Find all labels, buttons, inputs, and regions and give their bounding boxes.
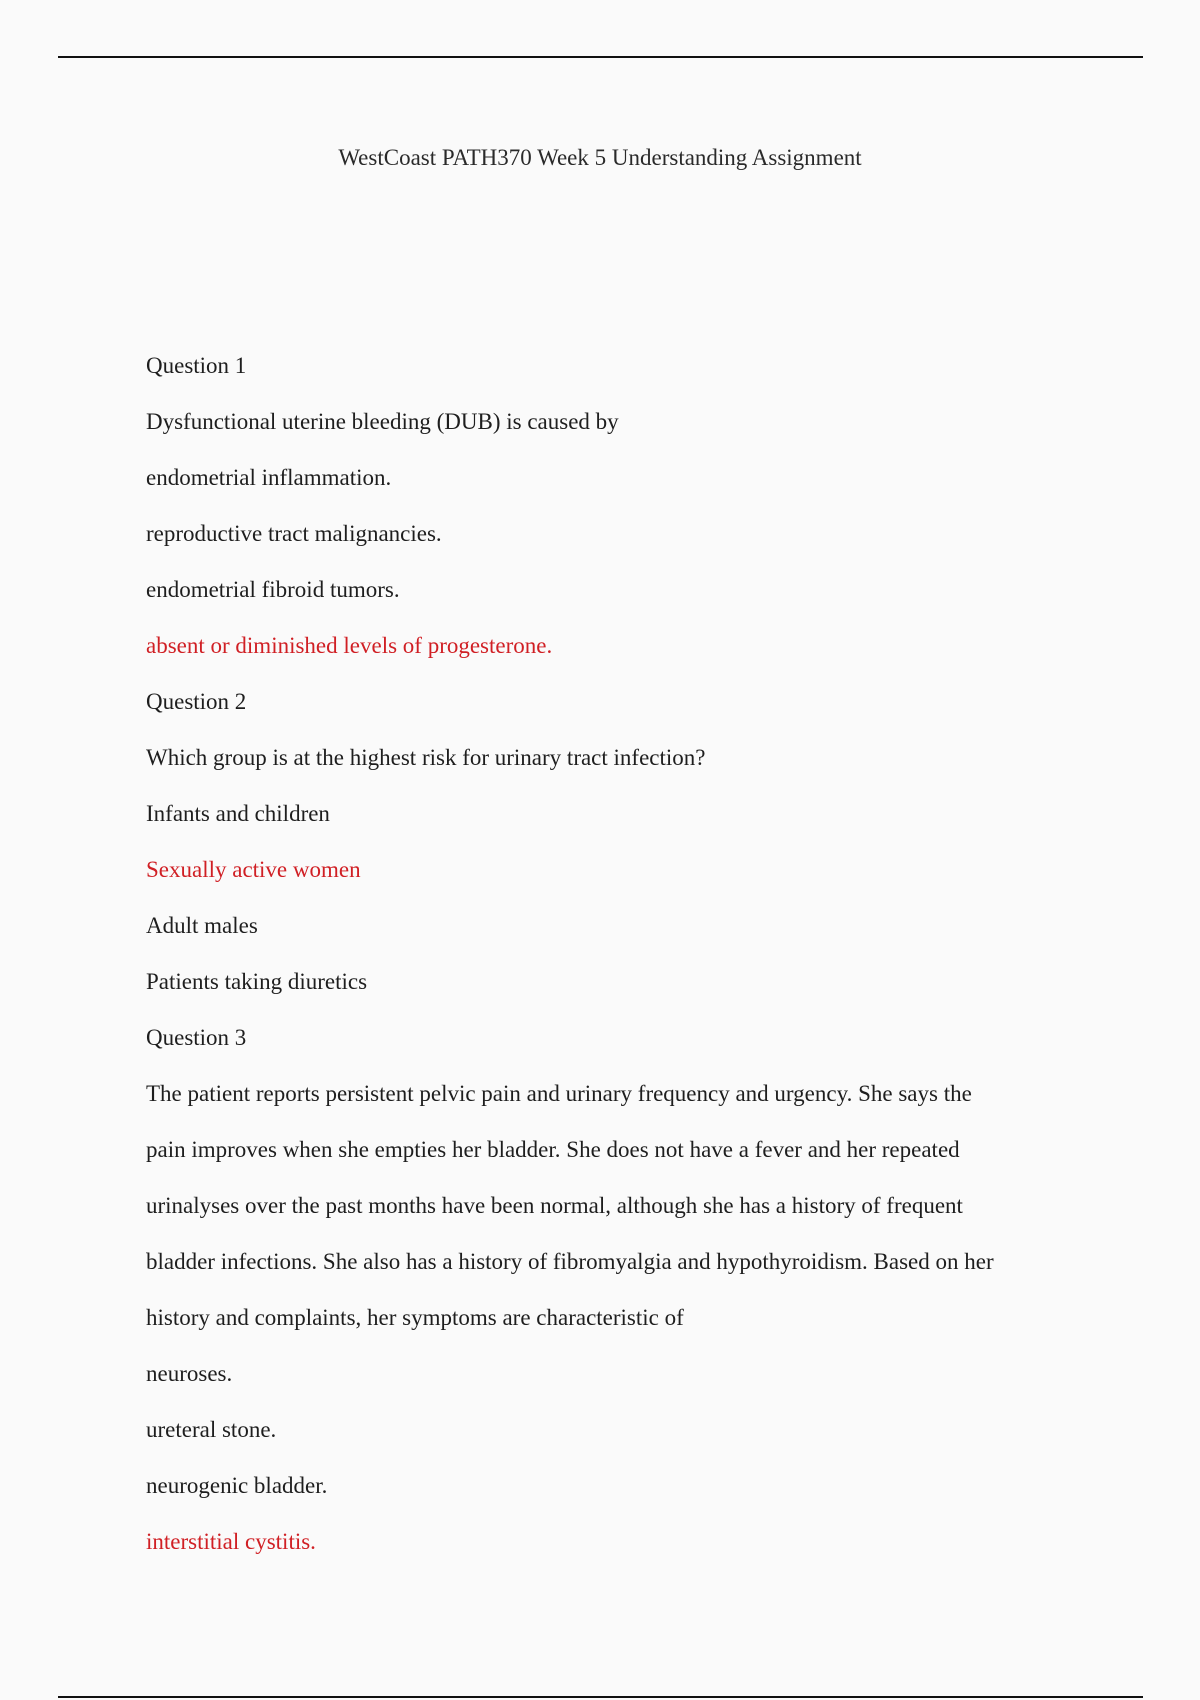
bottom-rule xyxy=(58,1696,1143,1698)
question-3-option-c: neurogenic bladder. xyxy=(146,1473,328,1498)
document-title: WestCoast PATH370 Week 5 Understanding Assignment xyxy=(338,145,862,170)
question-3-prompt-line: bladder infections. She also has a history of fibromyalgia and hypothyroidism. Based on her xyxy=(146,1249,994,1274)
question-3-prompt-line: pain improves when she empties her bladder. She does not have a fever and her repeated xyxy=(146,1137,960,1162)
document-body xyxy=(146,338,1066,1570)
question-2-option-c: Adult males xyxy=(146,913,258,938)
question-3-option-b: ureteral stone. xyxy=(146,1417,277,1442)
question-2-prompt: Which group is at the highest risk for urinary tract infection? xyxy=(146,745,706,770)
question-1-prompt: Dysfunctional uterine bleeding (DUB) is caused by xyxy=(146,409,619,434)
question-1-option-b: reproductive tract malignancies. xyxy=(146,521,442,546)
question-2-option-a: Infants and children xyxy=(146,801,330,826)
question-1-option-d-correct-answer: absent or diminished levels of progesterone. xyxy=(146,633,553,658)
question-2-label: Question 2 xyxy=(146,689,247,714)
question-1-option-a: endometrial inflammation. xyxy=(146,465,392,490)
top-rule xyxy=(58,56,1143,58)
question-3-label: Question 3 xyxy=(146,1025,247,1050)
question-3-option-d-correct-answer: interstitial cystitis. xyxy=(146,1529,316,1554)
question-2-option-d: Patients taking diuretics xyxy=(146,969,368,994)
question-2-option-b-correct-answer: Sexually active women xyxy=(146,857,361,882)
question-3-prompt-line: urinalyses over the past months have been normal, although she has a history of frequent xyxy=(146,1193,963,1218)
question-1-label: Question 1 xyxy=(146,353,247,378)
question-3-option-a: neuroses. xyxy=(146,1361,233,1386)
question-1-option-c: endometrial fibroid tumors. xyxy=(146,577,400,602)
question-3-prompt-line: history and complaints, her symptoms are characteristic of xyxy=(146,1305,684,1330)
question-3-prompt-line: The patient reports persistent pelvic pain and urinary frequency and urgency. She says the xyxy=(146,1081,972,1106)
